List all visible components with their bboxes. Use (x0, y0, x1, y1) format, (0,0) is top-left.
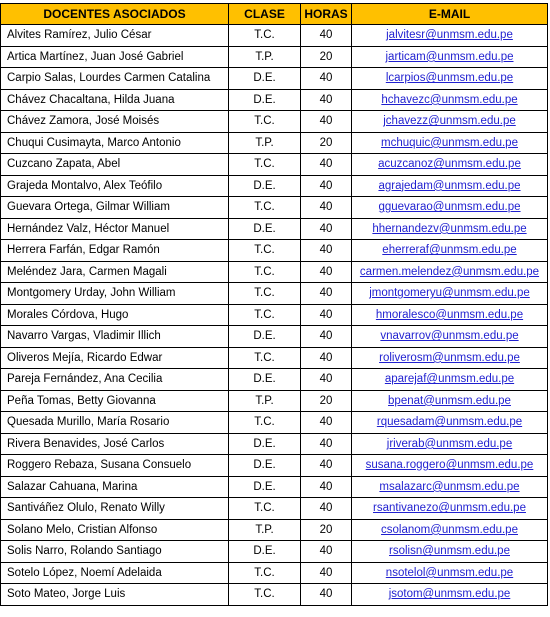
clase-cell: T.P. (229, 46, 301, 68)
horas-cell: 40 (301, 283, 352, 305)
clase-cell: D.E. (229, 175, 301, 197)
email-link[interactable]: jriverab@unmsm.edu.pe (386, 437, 513, 450)
horas-cell: 40 (301, 498, 352, 520)
table-row (1, 476, 548, 498)
email-cell (352, 326, 548, 348)
horas-cell: 40 (301, 68, 352, 90)
email-cell (352, 390, 548, 412)
clase-cell: D.E. (229, 541, 301, 563)
email-link[interactable]: eherreraf@unmsm.edu.pe (382, 244, 517, 257)
email-link[interactable]: lcarpios@unmsm.edu.pe (385, 72, 514, 85)
horas-cell: 40 (301, 218, 352, 240)
email-cell (352, 455, 548, 477)
clase-cell: D.E. (229, 218, 301, 240)
table-row (1, 562, 548, 584)
email-cell (352, 89, 548, 111)
clase-cell: T.P. (229, 132, 301, 154)
email-cell (352, 240, 548, 262)
docente-name-cell: Hernández Valz, Héctor Manuel (1, 218, 229, 240)
email-link[interactable]: msalazarc@unmsm.edu.pe (379, 480, 520, 493)
email-cell (352, 68, 548, 90)
docente-name-cell: Solis Narro, Rolando Santiago (1, 541, 229, 563)
table-row (1, 240, 548, 262)
horas-cell: 40 (301, 541, 352, 563)
table-row (1, 175, 548, 197)
email-link[interactable]: rsantivanezo@unmsm.edu.pe (373, 502, 526, 515)
horas-cell: 40 (301, 347, 352, 369)
table-row (1, 283, 548, 305)
email-link[interactable]: aparejaf@unmsm.edu.pe (384, 373, 515, 386)
clase-cell: T.P. (229, 390, 301, 412)
horas-cell: 20 (301, 519, 352, 541)
docente-name-cell: Meléndez Jara, Carmen Magali (1, 261, 229, 283)
clase-cell: T.C. (229, 25, 301, 47)
email-link[interactable]: susana.roggero@unmsm.edu.pe (365, 459, 534, 472)
table-row (1, 498, 548, 520)
horas-cell: 40 (301, 562, 352, 584)
email-cell (352, 433, 548, 455)
horas-cell: 20 (301, 46, 352, 68)
table-row (1, 46, 548, 68)
table-body (1, 25, 548, 606)
clase-cell: T.C. (229, 240, 301, 262)
clase-cell: T.C. (229, 584, 301, 606)
clase-cell: T.C. (229, 154, 301, 176)
table-row (1, 218, 548, 240)
horas-cell: 40 (301, 369, 352, 391)
table-row (1, 541, 548, 563)
email-link[interactable]: rquesadam@unmsm.edu.pe (376, 416, 523, 429)
email-link[interactable]: acuzcanoz@unmsm.edu.pe (378, 158, 521, 171)
header-horas: HORAS (301, 4, 352, 25)
table-row (1, 25, 548, 47)
table-row (1, 111, 548, 133)
email-link[interactable]: jchavezz@unmsm.edu.pe (383, 115, 516, 128)
email-link[interactable]: hmoralesco@unmsm.edu.pe (375, 308, 524, 321)
faculty-table (0, 3, 548, 606)
email-cell (352, 132, 548, 154)
table-row (1, 369, 548, 391)
email-link[interactable]: carmen.melendez@unmsm.edu.pe (359, 265, 540, 278)
docente-name-cell: Chávez Zamora, José Moisés (1, 111, 229, 133)
docente-name-cell: Grajeda Montalvo, Alex Teófilo (1, 175, 229, 197)
horas-cell: 40 (301, 326, 352, 348)
docente-name-cell: Santiváñez Olulo, Renato Willy (1, 498, 229, 520)
email-link[interactable]: bpenat@unmsm.edu.pe (388, 394, 511, 407)
email-cell (352, 46, 548, 68)
docente-name-cell: Chuqui Cusimayta, Marco Antonio (1, 132, 229, 154)
email-cell (352, 261, 548, 283)
horas-cell: 40 (301, 455, 352, 477)
header-email: E-MAIL (352, 4, 548, 25)
table-row (1, 261, 548, 283)
horas-cell: 40 (301, 111, 352, 133)
docente-name-cell: Herrera Farfán, Edgar Ramón (1, 240, 229, 262)
horas-cell: 40 (301, 89, 352, 111)
clase-cell: T.C. (229, 197, 301, 219)
clase-cell: D.E. (229, 89, 301, 111)
email-link[interactable]: nsotelol@unmsm.edu.pe (385, 566, 514, 579)
email-cell (352, 25, 548, 47)
email-cell (352, 154, 548, 176)
clase-cell: T.C. (229, 412, 301, 434)
email-cell (352, 369, 548, 391)
horas-cell: 20 (301, 132, 352, 154)
table-row (1, 154, 548, 176)
horas-cell: 40 (301, 261, 352, 283)
clase-cell: T.C. (229, 347, 301, 369)
email-cell (352, 197, 548, 219)
docente-name-cell: Pareja Fernández, Ana Cecilia (1, 369, 229, 391)
clase-cell: T.P. (229, 519, 301, 541)
email-cell (352, 283, 548, 305)
email-link[interactable]: csolanom@unmsm.edu.pe (381, 523, 518, 536)
clase-cell: T.C. (229, 304, 301, 326)
docente-name-cell: Navarro Vargas, Vladimir Illich (1, 326, 229, 348)
horas-cell: 40 (301, 240, 352, 262)
email-link[interactable]: rsolisn@unmsm.edu.pe (389, 545, 510, 558)
header-clase: CLASE (229, 4, 301, 25)
email-link[interactable]: vnavarrov@unmsm.edu.pe (380, 330, 519, 343)
docente-name-cell: Artica Martínez, Juan José Gabriel (1, 46, 229, 68)
horas-cell: 40 (301, 25, 352, 47)
table-row (1, 347, 548, 369)
docente-name-cell: Oliveros Mejía, Ricardo Edwar (1, 347, 229, 369)
email-cell (352, 498, 548, 520)
table-header-row (1, 4, 548, 25)
horas-cell: 40 (301, 412, 352, 434)
table-row (1, 455, 548, 477)
email-link[interactable]: gguevarao@unmsm.edu.pe (378, 201, 521, 214)
email-cell (352, 519, 548, 541)
clase-cell: D.E. (229, 68, 301, 90)
horas-cell: 40 (301, 175, 352, 197)
docente-name-cell: Alvites Ramírez, Julio César (1, 25, 229, 47)
clase-cell: T.C. (229, 562, 301, 584)
email-cell (352, 175, 548, 197)
docente-name-cell: Montgomery Urday, John William (1, 283, 229, 305)
horas-cell: 40 (301, 304, 352, 326)
email-link[interactable]: roliverosm@unmsm.edu.pe (379, 351, 520, 364)
docente-name-cell: Quesada Murillo, María Rosario (1, 412, 229, 434)
table-row (1, 326, 548, 348)
horas-cell: 40 (301, 154, 352, 176)
email-link[interactable]: agrajedam@unmsm.edu.pe (378, 179, 521, 192)
horas-cell: 40 (301, 433, 352, 455)
clase-cell: D.E. (229, 476, 301, 498)
docente-name-cell: Rivera Benavides, José Carlos (1, 433, 229, 455)
docente-name-cell: Cuzcano Zapata, Abel (1, 154, 229, 176)
email-cell (352, 304, 548, 326)
table-row (1, 412, 548, 434)
table-row (1, 89, 548, 111)
horas-cell: 40 (301, 476, 352, 498)
clase-cell: D.E. (229, 369, 301, 391)
email-link[interactable]: jsotom@unmsm.edu.pe (388, 588, 511, 601)
faculty-table-container (0, 3, 548, 606)
table-row (1, 197, 548, 219)
docente-name-cell: Sotelo López, Noemí Adelaida (1, 562, 229, 584)
clase-cell: D.E. (229, 326, 301, 348)
docente-name-cell: Carpio Salas, Lourdes Carmen Catalina (1, 68, 229, 90)
email-link[interactable]: mchuquic@unmsm.edu.pe (381, 136, 518, 149)
clase-cell: T.C. (229, 283, 301, 305)
horas-cell: 20 (301, 390, 352, 412)
email-cell (352, 562, 548, 584)
email-cell (352, 584, 548, 606)
docente-name-cell: Roggero Rebaza, Susana Consuelo (1, 455, 229, 477)
email-link[interactable]: jalvitesr@unmsm.edu.pe (386, 29, 513, 42)
docente-name-cell: Soto Mateo, Jorge Luis (1, 584, 229, 606)
email-cell (352, 476, 548, 498)
clase-cell: D.E. (229, 455, 301, 477)
email-cell (352, 541, 548, 563)
docente-name-cell: Guevara Ortega, Gilmar William (1, 197, 229, 219)
docente-name-cell: Peña Tomas, Betty Giovanna (1, 390, 229, 412)
table-row (1, 584, 548, 606)
docente-name-cell: Chávez Chacaltana, Hilda Juana (1, 89, 229, 111)
table-row (1, 68, 548, 90)
email-cell (352, 218, 548, 240)
table-row (1, 132, 548, 154)
docente-name-cell: Morales Córdova, Hugo (1, 304, 229, 326)
email-link[interactable]: jarticam@unmsm.edu.pe (385, 50, 514, 63)
email-link[interactable]: jmontgomeryu@unmsm.edu.pe (369, 287, 530, 300)
clase-cell: T.C. (229, 111, 301, 133)
email-link[interactable]: hhernandezv@unmsm.edu.pe (372, 222, 527, 235)
table-row (1, 433, 548, 455)
table-row (1, 519, 548, 541)
clase-cell: T.C. (229, 261, 301, 283)
clase-cell: T.C. (229, 498, 301, 520)
email-link[interactable]: hchavezc@unmsm.edu.pe (381, 93, 518, 106)
email-cell (352, 111, 548, 133)
table-row (1, 304, 548, 326)
email-cell (352, 412, 548, 434)
docente-name-cell: Solano Melo, Cristian Alfonso (1, 519, 229, 541)
email-cell (352, 347, 548, 369)
horas-cell: 40 (301, 584, 352, 606)
header-docentes: DOCENTES ASOCIADOS (1, 4, 229, 25)
horas-cell: 40 (301, 197, 352, 219)
docente-name-cell: Salazar Cahuana, Marina (1, 476, 229, 498)
table-row (1, 390, 548, 412)
clase-cell: D.E. (229, 433, 301, 455)
